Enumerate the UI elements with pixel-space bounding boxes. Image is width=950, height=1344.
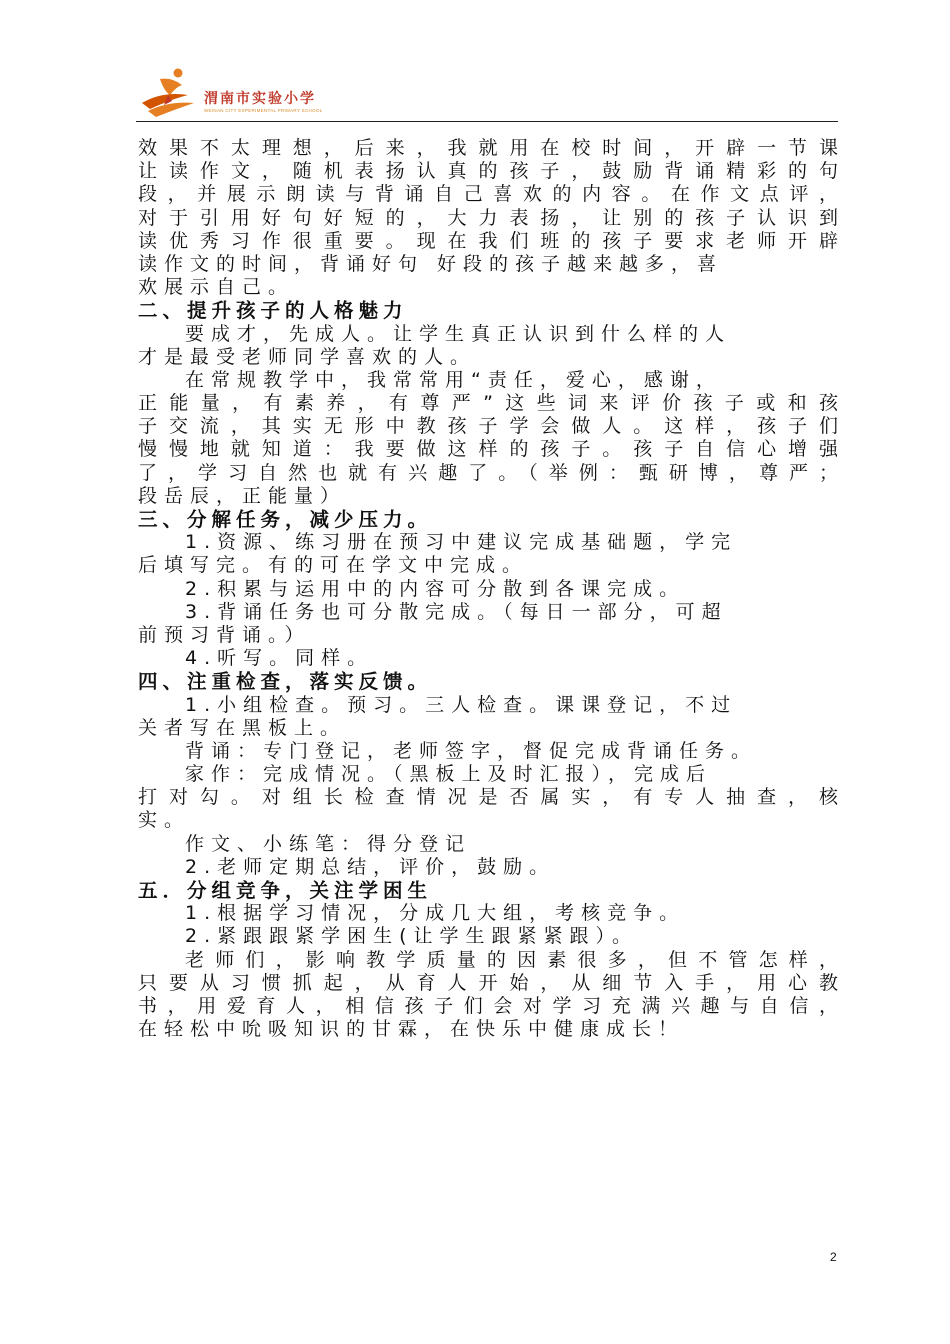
paragraph-line: 书，用爱育人，相信孩子们会对学习充满兴趣与自信，: [138, 994, 838, 1017]
paragraph-line: 背诵：专门登记，老师签字，督促完成背诵任务。: [185, 739, 758, 762]
page-number: 2: [830, 1250, 837, 1264]
paragraph-line: 1.小组检查。预习。三人检查。课课登记，不过: [185, 693, 738, 716]
paragraph-line: 实。: [138, 809, 191, 832]
paragraph-line: 在轻松中吮吸知识的甘霖，在快乐中健康成长！: [138, 1018, 685, 1041]
paragraph-line: 了，学习自然也就有兴趣了。（举例：甄研博，尊严；: [138, 461, 838, 484]
paragraph-line: 慢慢地就知道：我要做这样的孩子。孩子自信心增强: [138, 438, 838, 461]
document-body: [138, 137, 838, 1041]
section-heading: 二、提升孩子的人格魅力: [138, 299, 408, 323]
paragraph-line: 效果不太理想，后来，我就用在校时间，开辟一节课: [138, 137, 838, 159]
paragraph-line: 后填写完。有的可在学文中完成。: [138, 554, 529, 577]
section-heading: 四、注重检查，落实反馈。: [138, 670, 433, 694]
paragraph-line: 关者写在黑板上。: [138, 716, 347, 739]
school-logo-icon: [138, 65, 200, 120]
header-rule: [136, 121, 838, 122]
paragraph-line: 读优秀习作很重要。现在我们班的孩子要求老师开辟: [138, 229, 838, 252]
paragraph-line: 在常规教学中，我常常用“责任，爱心，感谢，: [185, 368, 722, 391]
paragraph-line: 4.听写。同样。: [185, 647, 374, 670]
paragraph-line: 才是最受老师同学喜欢的人。: [138, 345, 477, 368]
paragraph-line: 2.老师定期总结，评价，鼓励。: [185, 855, 556, 878]
paragraph-line: 3.背诵任务也可分散完成。（每日一部分，可超: [185, 600, 728, 623]
paragraph-line: 2.积累与运用中的内容可分散到各课完成。: [185, 577, 686, 600]
paragraph-line: 前预习背诵。）: [138, 623, 311, 646]
school-name: 渭南市实验小学: [204, 91, 316, 107]
paragraph-line: 1.资源、练习册在预习中建议完成基础题，学完: [185, 531, 738, 554]
paragraph-line: 段岳辰，正能量）: [138, 484, 347, 507]
school-name-en: WEINAN CITY EXPERIMENTAL PRIMARY SCHOOL: [204, 108, 323, 113]
paragraph-line: 只要从习惯抓起，从育人开始，从细节入手，用心教: [138, 971, 838, 994]
paragraph-line: 家作：完成情况。（黑板上及时汇报），完成后: [185, 763, 713, 786]
paragraph-line: 作文、小练笔：得分登记: [185, 832, 472, 855]
paragraph-line: 欢展示自己。: [138, 276, 295, 299]
page-header: [138, 60, 838, 120]
paragraph-line: 老师们，影响教学质量的因素很多，但不管怎样，: [185, 948, 838, 971]
paragraph-line: 读作文的时间，背诵好句 好段的孩子越来越多，喜: [138, 252, 724, 275]
paragraph-line: 要成才，先成人。让学生真正认识到什么样的人: [185, 322, 732, 345]
paragraph-line: 2.紧跟跟紧学困生(让学生跟紧紧跟）。: [185, 925, 639, 948]
paragraph-line: 子交流，其实无形中教孩子学会做人。这样，孩子们: [138, 415, 838, 438]
section-heading: 五．分组竞争，关注学困生: [138, 879, 433, 902]
paragraph-line: 让读作文，随机表扬认真的孩子，鼓励背诵精彩的句: [138, 160, 838, 183]
paragraph-line: 1.根据学习情况，分成几大组，考核竞争。: [185, 902, 686, 925]
section-heading: 三、分解任务，减少压力。: [138, 508, 433, 531]
paragraph-line: 对于引用好句好短的，大力表扬，让别的孩子认识到: [138, 206, 838, 229]
paragraph-line: 正能量，有素养，有尊严”这些词来评价孩子或和孩: [138, 392, 838, 415]
paragraph-line: 打对勾。对组长检查情况是否属实，有专人抽查，核: [138, 786, 838, 809]
paragraph-line: 段，并展示朗读与背诵自己喜欢的内容。在作文点评，: [138, 183, 838, 206]
